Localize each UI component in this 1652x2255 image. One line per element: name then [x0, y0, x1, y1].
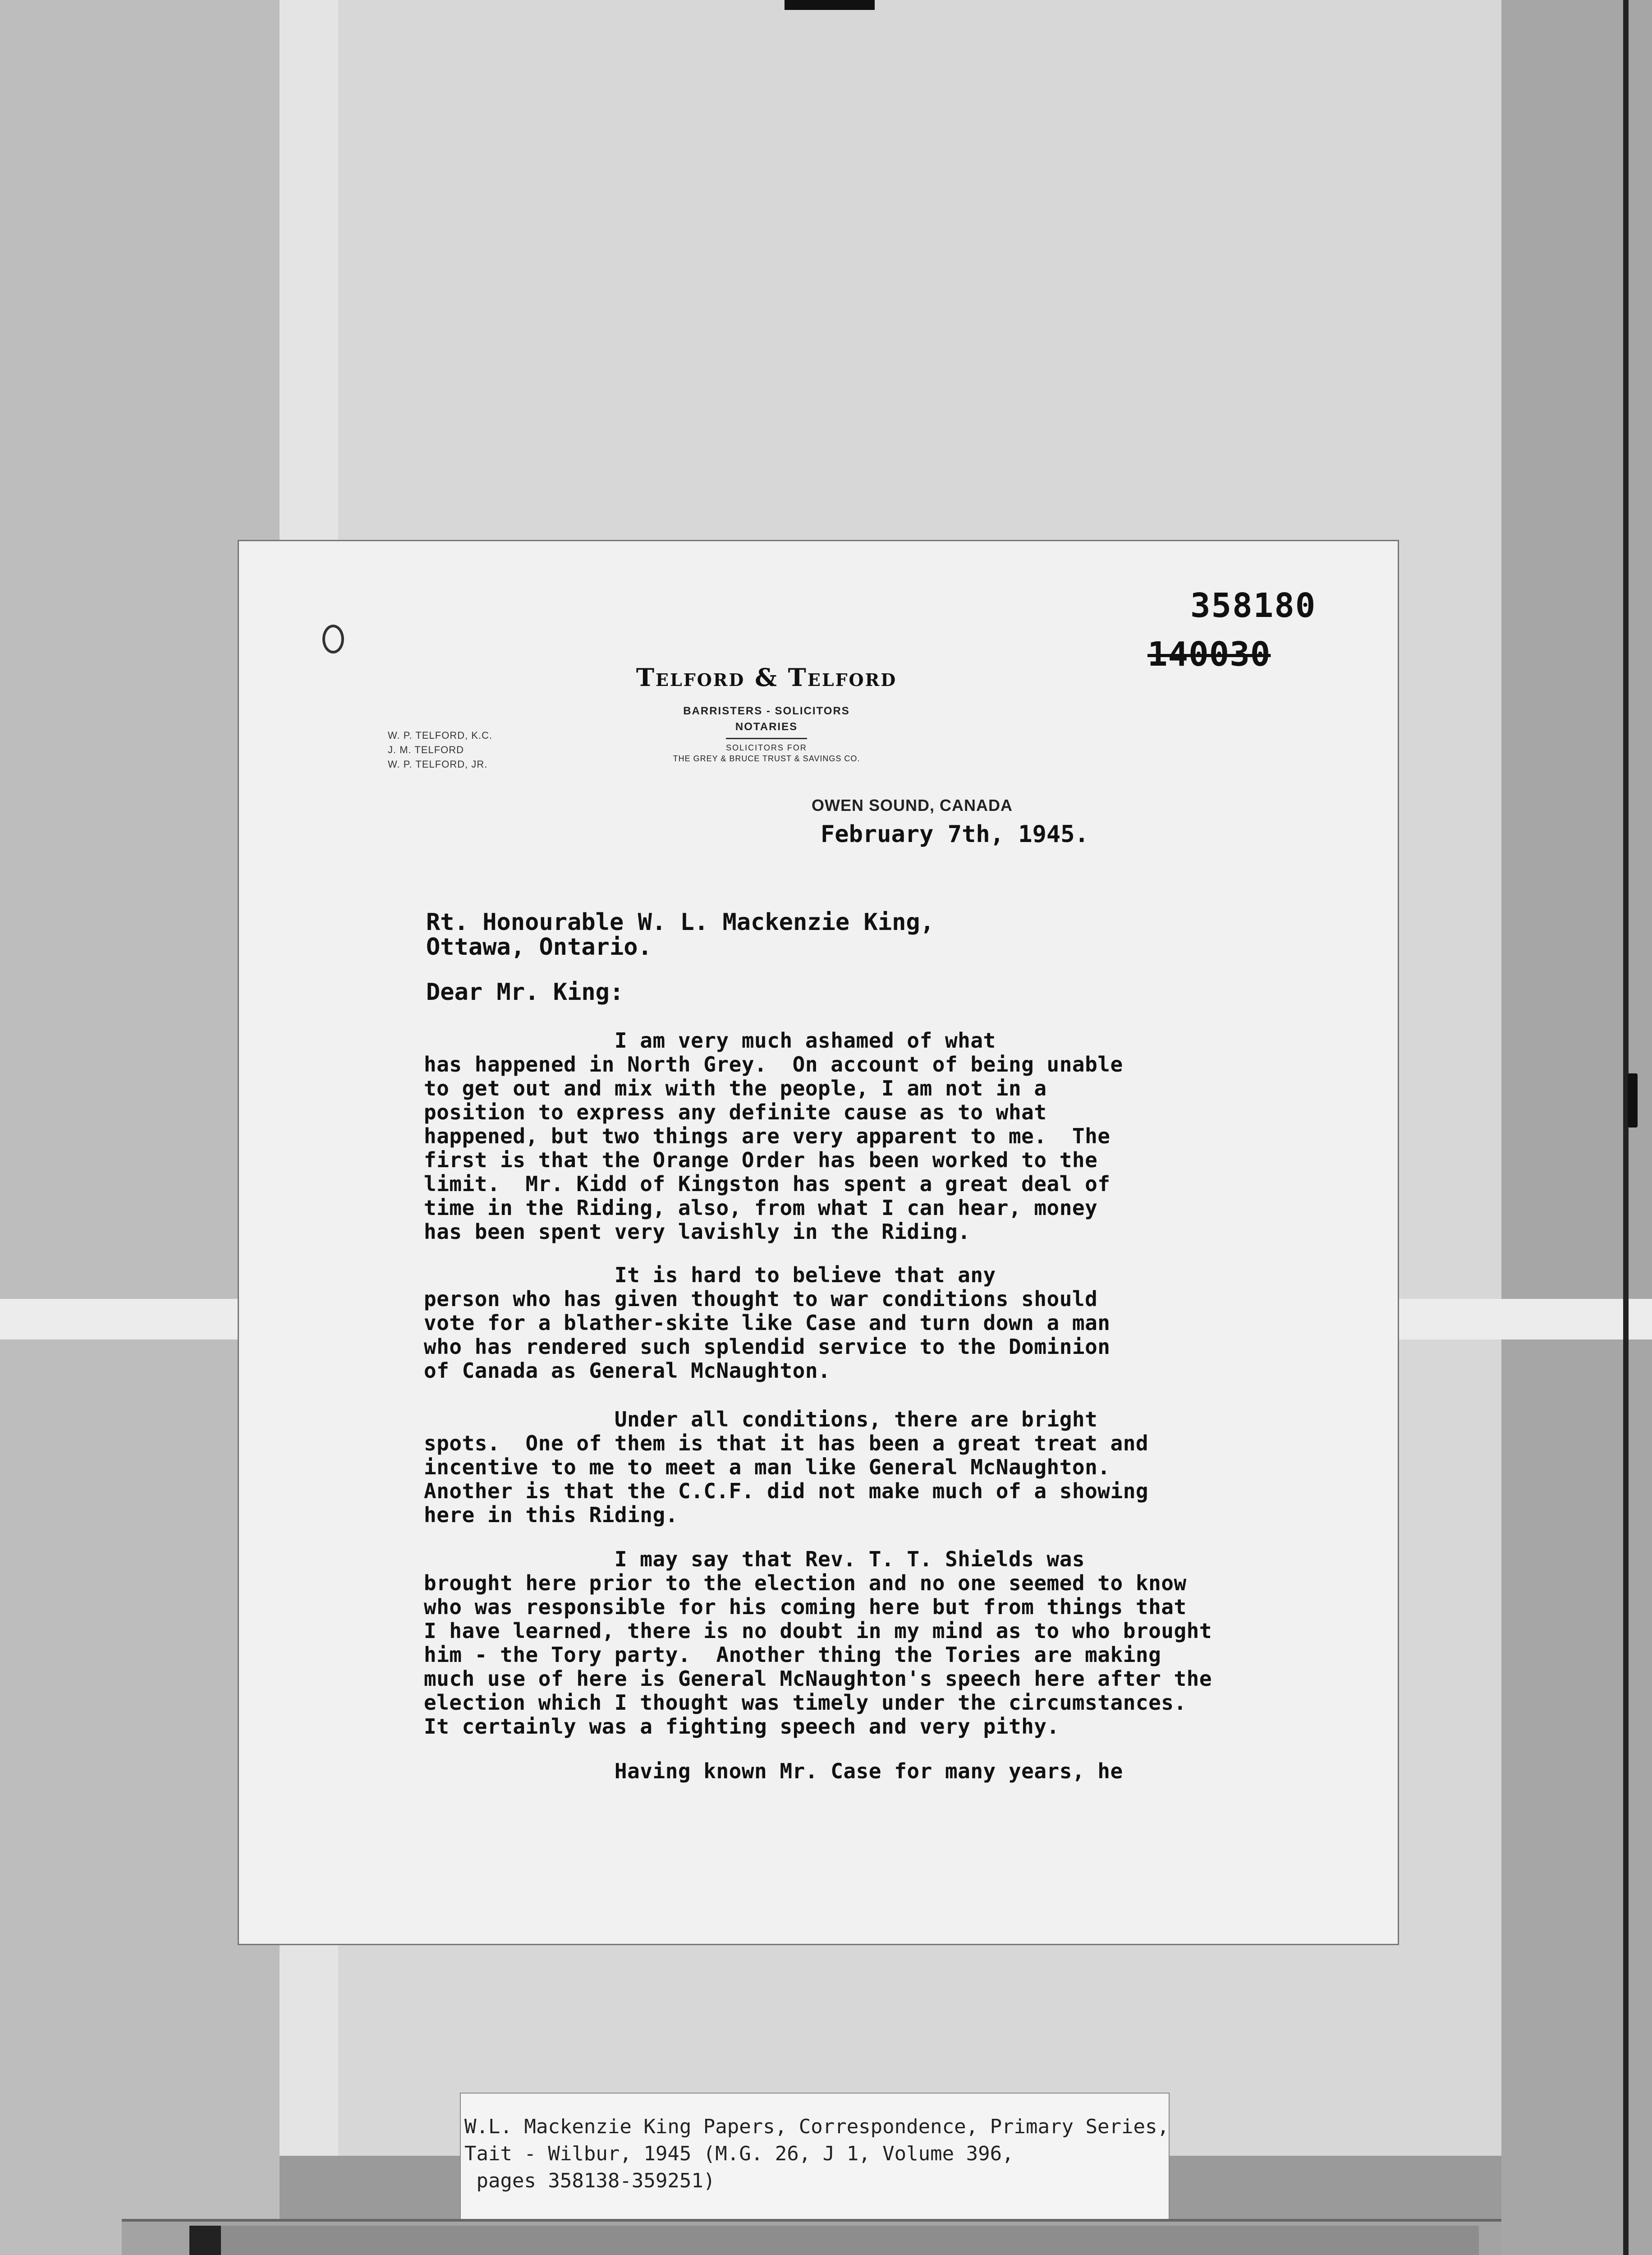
body-line: Having known Mr. Case for many years, he — [424, 1759, 1123, 1783]
salutation: Dear Mr. King: — [426, 979, 624, 1006]
top-mark — [785, 0, 875, 10]
profession-line-2: NOTARIES — [735, 721, 798, 733]
body-line: of Canada as General McNaughton. — [424, 1358, 831, 1383]
profession-line-1: BARRISTERS - SOLICITORS — [683, 705, 850, 717]
solicitors-for: SOLICITORS FOR — [726, 743, 807, 752]
partner-name: J. M. TELFORD — [388, 744, 464, 755]
film-edge — [1623, 0, 1629, 2255]
archive-label-line: pages 358138-359251) — [464, 2169, 716, 2192]
body-line: him - the Tory party. Another thing the Tories are making — [424, 1643, 1161, 1667]
body-line: I have learned, there is no doubt in my mind as to who brought — [424, 1619, 1212, 1643]
body-line: It is hard to believe that any — [424, 1263, 996, 1287]
body-line: here in this Riding. — [424, 1503, 678, 1527]
old-document-number: 140030 — [1147, 635, 1271, 674]
body-line: incentive to me to meet a man like General McNaughton. — [424, 1455, 1111, 1479]
body-line: time in the Riding, also, from what I can hear, money — [424, 1196, 1098, 1220]
archive-label-line: W.L. Mackenzie King Papers, Correspondence, Primary Series, — [464, 2115, 1169, 2138]
body-line: limit. Mr. Kidd of Kingston has spent a great deal of — [424, 1172, 1111, 1196]
clip-mark — [1628, 1073, 1638, 1128]
partners-list — [388, 728, 492, 772]
archive-label-line: Tait - Wilbur, 1945 (M.G. 26, J 1, Volume 396, — [464, 2142, 1014, 2165]
body-line: who was responsible for his coming here but from things that — [424, 1595, 1187, 1619]
client-name: THE GREY & BRUCE TRUST & SAVINGS CO. — [673, 754, 860, 763]
film-background-right — [1501, 0, 1652, 2255]
body-line: vote for a blather-skite like Case and turn down a man — [424, 1311, 1111, 1335]
recipient-line: Rt. Honourable W. L. Mackenzie King, — [426, 909, 935, 936]
document-number: 358180 — [1190, 586, 1317, 625]
body-line: It certainly was a fighting speech and very pithy. — [424, 1714, 1060, 1739]
letterhead-rule — [726, 738, 807, 739]
stamp-corner — [189, 2226, 221, 2255]
body-line: brought here prior to the election and no one seemed to know — [424, 1571, 1187, 1595]
body-line: spots. One of them is that it has been a great treat and — [424, 1431, 1149, 1455]
punch-hole — [322, 625, 344, 653]
firm-name: Telford & Telford — [636, 663, 897, 692]
body-line: who has rendered such splendid service to the Dominion — [424, 1335, 1111, 1359]
letterhead-location: OWEN SOUND, CANADA — [812, 796, 1013, 815]
partner-name: W. P. TELFORD, JR. — [388, 759, 488, 770]
body-line: person who has given thought to war conditions should — [424, 1287, 1098, 1311]
body-line: election which I thought was timely under the circumstances. — [424, 1690, 1187, 1715]
recipient-line: Ottawa, Ontario. — [426, 934, 652, 961]
archive-stamp-plate — [216, 2226, 1479, 2255]
letter-date: February 7th, 1945. — [821, 821, 1089, 848]
partner-name: W. P. TELFORD, K.C. — [388, 730, 493, 741]
film-background-left — [0, 0, 280, 2255]
body-line: Another is that the C.C.F. did not make much of a showing — [424, 1479, 1149, 1503]
body-line: happened, but two things are very apparent to me. The — [424, 1124, 1111, 1148]
body-line: Under all conditions, there are bright — [424, 1407, 1098, 1431]
body-line: first is that the Orange Order has been worked to the — [424, 1148, 1098, 1172]
body-line: I may say that Rev. T. T. Shields was — [424, 1547, 1085, 1571]
body-line: to get out and mix with the people, I am not in a — [424, 1076, 1047, 1100]
body-line: has been spent very lavishly in the Riding. — [424, 1220, 971, 1244]
body-line: I am very much ashamed of what — [424, 1028, 996, 1053]
body-line: much use of here is General McNaughton's speech here after the — [424, 1666, 1212, 1691]
body-line: has happened in North Grey. On account of being unable — [424, 1052, 1123, 1077]
body-line: position to express any definite cause as to what — [424, 1100, 1047, 1124]
